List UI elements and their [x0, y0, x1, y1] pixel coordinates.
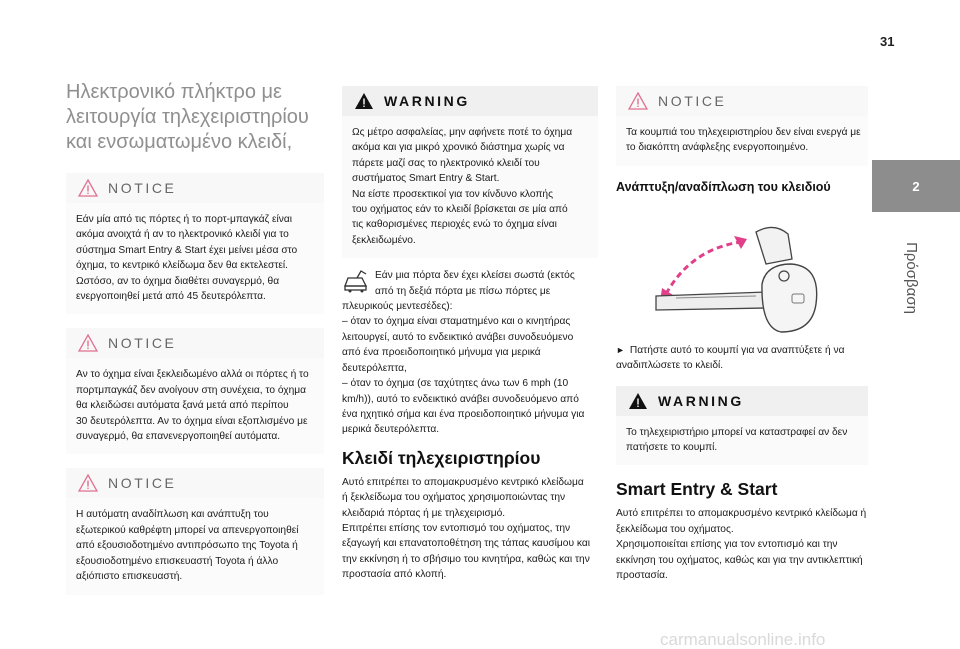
warning-triangle-icon — [78, 474, 98, 492]
notice-box-4 — [616, 86, 868, 166]
warning-text: Το τηλεχειριστήριο μπορεί να καταστραφεί αν δεν πατήσετε το κουμπί. — [616, 416, 868, 466]
section-tab[interactable] — [872, 160, 960, 212]
watermark: carmanualsonline.info — [660, 630, 826, 649]
remote-key-text: Αυτό επιτρέπει το απομακρυσμένο κεντρικό κλείδωμα ή ξεκλείδωμα του οχήματος χρησιμοποιώντας την κλειδαριά πόρτας ή με τηλεχειρισμό. Επιτρέπει επίσης τον εντοπισμό του οχήματος, την εξαγωγή και επανατοποθέτηση της τάπας καυσίμου και την εκκίνηση ή το σβήσιμο του κινητήρα, καθώς και την προστασία από κλοπή. — [342, 476, 590, 581]
notice-header — [66, 173, 324, 203]
warning-text: Ως μέτρο ασφαλείας, μην αφήνετε ποτέ το όχημα ακόμα και για μικρό χρονικό διάστημα χωρίς να πάρετε μαζί σας το ηλεκτρονικό κλειδί του συστήματος Smart Entry & Start. Να είστε προσεκτικοί για τον κίνδυνο κλοπής του οχήματος εάν το κλειδί βρίσκεται σε μία από τις καθορισμένες περιοχές ενώ το όχημα είναι ξεκλειδωμένο. — [342, 116, 598, 258]
notice-header — [66, 468, 324, 498]
notice-text: Αν το όχημα είναι ξεκλειδωμένο αλλά οι πόρτες ή το πορτμπαγκάζ δεν ανοίγουν στη συνέχεια, το όχημα θα κλειδώσει αυτόματα ξανά μετά από περίπου 30 δευτερόλεπτα. Αν το όχημα είναι εξοπλισμένο με συναγερμό, θα επανενεργοποιηθεί αυτόματα. — [66, 358, 324, 454]
warning-label: WARNING — [384, 93, 470, 109]
notice-box-3 — [66, 468, 324, 594]
page-number: 31 — [880, 34, 895, 49]
notice-label: NOTICE — [108, 180, 177, 196]
door-open-info: Εάν μια πόρτα δεν έχει κλείσει σωστά (εκτός από τη δεξιά πόρτα με πίσω πόρτες με πλευρικούς μεντεσέδες): – όταν το όχημα είναι σταματημένο και ο κινητήρας λειτουργεί, αυτό το ενδεικτικό ανάβει συνοδευόμενο από ένα προειδοποιητικό μήνυμα για μερικά δευτερόλεπτα, – όταν το όχημα (σε ταχύτητες άνω των 6 mph (10 km/h)), αυτό το ενδεικτικό ανάβει συνοδευόμενο από ένα ηχητικό σήμα και ένα προειδοποιητικό μήνυμα για μερικά δευτερόλεπτα. — [342, 270, 585, 436]
warning-header — [616, 386, 868, 416]
rotation-arrow-path — [666, 242, 741, 294]
smart-entry-text: Αυτό επιτρέπει το απομακρυσμένο κεντρικό κλείδωμα ή ξεκλείδωμα του οχήματος. Χρησιμοποιείται επίσης για τον εντοπισμό και την εκκίνηση του οχήματος, καθώς και για την αντικλεπτική προστασία. — [616, 508, 867, 582]
notice-box-2 — [66, 328, 324, 454]
remote-key-heading: Κλειδί τηλεχειριστηρίου — [342, 447, 541, 468]
notice-header — [66, 328, 324, 358]
notice-label: NOTICE — [108, 335, 177, 352]
key-unfold-step: ► Πατήστε αυτό το κουμπί για να αναπτύξετε ή να αναδιπλώσετε το κλειδί. — [616, 344, 845, 372]
notice-text: Η αυτόματη αναδίπλωση και ανάπτυξη του εξωτερικού καθρέφτη μπορεί να απενεργοποιηθεί από εξουσιοδοτημένο αντιπρόσωπο της Toyota ή εξουσιοδοτημένο επισκευαστή Toyota ή άλλο αξιόπιστο επισκευαστή. — [66, 498, 324, 594]
warning-label: WARNING — [658, 392, 744, 409]
column-1 — [66, 80, 324, 595]
page-heading: Ηλεκτρονικό πλήκτρο με λειτουργία τηλεχειριστηρίου και ενσωματωμένο κλειδί, — [66, 81, 309, 153]
section-number: 2 — [912, 178, 920, 194]
notice-box-1 — [66, 173, 324, 314]
notice-text: Τα κουμπιά του τηλεχειριστηρίου δεν είναι ενεργά με το διακόπτη ανάφλεξης ενεργοποιημένο. — [616, 116, 868, 166]
step-arrow-icon: ► — [616, 344, 625, 355]
column-3 — [616, 86, 868, 583]
section-title: Πρόσβαση — [903, 242, 920, 314]
column-2 — [342, 86, 598, 583]
notice-label: NOTICE — [108, 475, 177, 492]
car-door-open-icon — [342, 268, 370, 294]
notice-header — [616, 86, 868, 116]
warning-header — [342, 86, 598, 116]
notice-label: NOTICE — [658, 93, 727, 109]
section-title-vertical — [880, 242, 940, 314]
warning-triangle-icon — [354, 92, 374, 110]
key-unfold-heading: Ανάπτυξη/αναδίπλωση του κλειδιού — [616, 179, 831, 194]
warning-box-2 — [616, 386, 868, 466]
key-blade-folded — [756, 227, 792, 264]
arrowhead-icon — [734, 236, 747, 249]
warning-triangle-icon — [78, 179, 98, 197]
key-fold-illustration — [616, 204, 868, 334]
warning-triangle-icon — [78, 334, 98, 352]
remote-fob-body — [762, 264, 817, 332]
warning-triangle-icon — [628, 92, 648, 110]
warning-box — [342, 86, 598, 258]
notice-text: Εάν μία από τις πόρτες ή το πορτ-μπαγκάζ είναι ακόμα ανοιχτά ή αν το ηλεκτρονικό κλειδί για το σύστημα Smart Entry & Start έχει μείνει μέσα στο όχημα, το κεντρικό κλείδωμα δεν θα εκτελεστεί. Ωστόσο, αν το όχημα διαθέτει συναγερμό, θα ενεργοποιηθεί μετά από 45 δευτερόλεπτα. — [66, 203, 324, 314]
smart-entry-heading: Smart Entry & Start — [616, 479, 778, 500]
warning-triangle-icon — [628, 392, 648, 410]
